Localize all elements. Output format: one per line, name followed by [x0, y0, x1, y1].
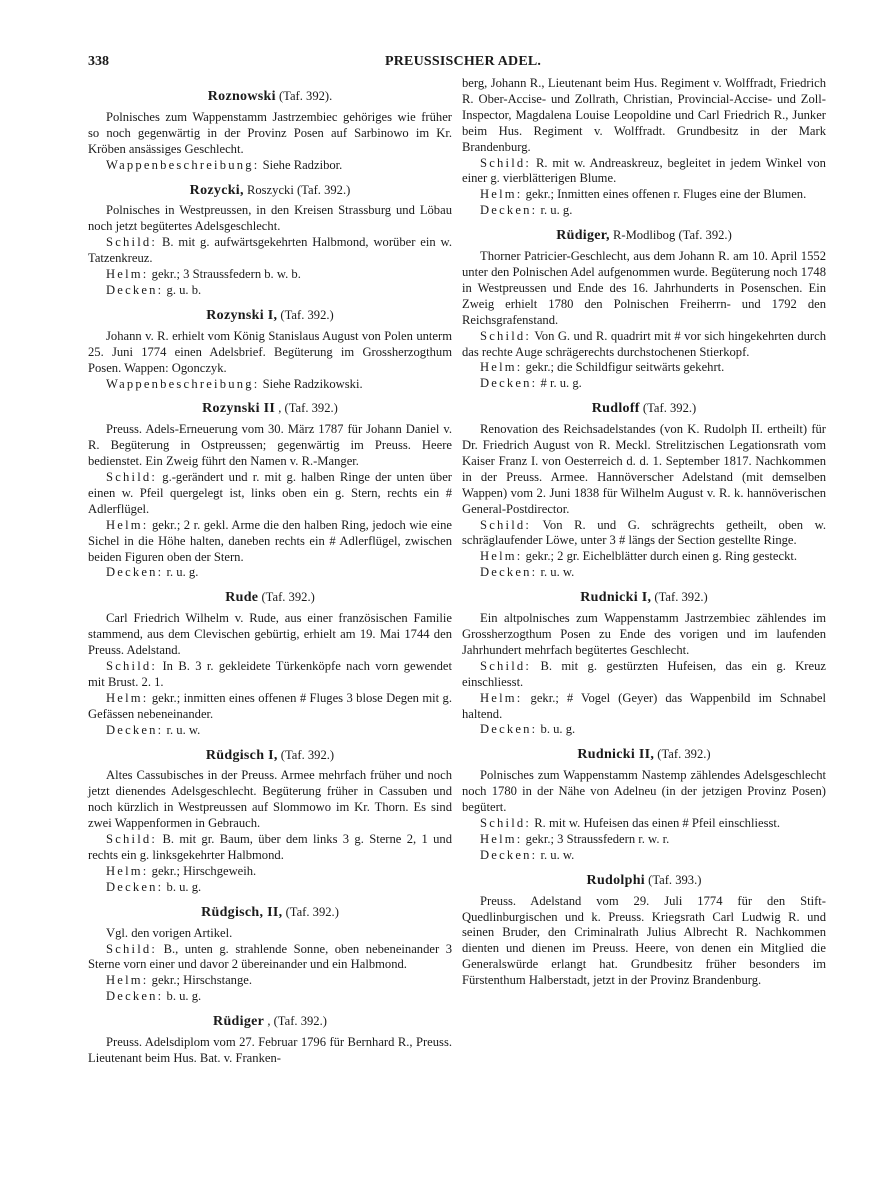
entry-title — [462, 590, 826, 606]
entry — [462, 747, 826, 863]
entry-paragraph — [462, 203, 826, 219]
paragraph-text: gekr.; die Schildfigur seitwärts gekehrt. — [525, 360, 725, 375]
field-label: Helm: — [106, 690, 149, 705]
paragraph-text: gekr.; Hirschstange. — [151, 973, 253, 988]
paragraph-text: g.-gerändert und r. mit g. halben Ringe der unten über einen w. Pfeil quergelegt ist, links oben ein g. Stern, rechts ein # Adlerflügel. — [88, 470, 452, 516]
paragraph-text: Vgl. den vorigen Artikel. — [106, 925, 233, 940]
entry-name: Rudnicki II, — [577, 747, 655, 763]
paragraph-text: gekr.; 3 Straussfedern b. w. b. — [151, 267, 301, 282]
entry-paragraph — [88, 422, 452, 470]
running-title: PREUSSISCHER ADEL. — [385, 54, 542, 69]
entry-paragraph — [88, 283, 452, 299]
entry-paragraph — [88, 723, 452, 739]
plate-reference: (Taf. 392.) — [678, 228, 732, 243]
field-label: Helm: — [106, 267, 149, 282]
field-label: Schild: — [480, 328, 532, 343]
entry-paragraph — [462, 691, 826, 723]
entry-paragraph — [462, 832, 826, 848]
paragraph-text: Johann v. R. erhielt vom König Stanislaus August von Polen unterm 25. Juni 1774 einen Adelsbrief. Begüterung im Grossherzogthum Posen. Wappen: Ogonczyk. — [88, 328, 452, 375]
entry-paragraph — [462, 376, 826, 392]
paragraph-text: gekr.; 2 r. gekl. Arme die den halben Ring, jedoch wie eine Sichel in die Höhe halten, daneben rechts ein # Adlerflügel, zwischen beiden Figuren oben der Stern. — [88, 517, 452, 564]
entry-name: Rüdiger, — [556, 228, 610, 244]
paragraph-text: Ein altpolnisches zum Wappenstamm Jastrzembiec zählendes im Grossherzogthum Posen zu Ende des vorigen und im laufenden Jahrhundert mehrfach begütertes Geschlecht. — [462, 611, 826, 657]
plate-reference: (Taf. 392.) — [657, 747, 711, 762]
paragraph-text: r. u. w. — [540, 565, 575, 580]
paragraph-text: Thorner Patricier-Geschlecht, aus dem Johann R. am 10. April 1552 unter den Polnischen Adel aufgenommen wurde. Begüterung noch 1748 in Westpreussen und Ende des 16. Jahrhunderts in Posenschen. Ein Zweig erhielt 1780 den Polnischen Freiherrn- und 1792 den Reichsgrafenstand. — [462, 249, 826, 327]
paragraph-text: g. u. b. — [166, 282, 202, 297]
entry-alt-name: R-Modlibog — [613, 228, 676, 243]
field-label: Helm: — [480, 831, 523, 846]
field-label: Decken: — [106, 282, 164, 297]
entry-paragraph — [462, 565, 826, 581]
entry-paragraph — [462, 611, 826, 659]
entry-paragraph — [88, 158, 452, 174]
paragraph-text: Von R. und G. schrägrechts getheilt, oben w. schräglaufender Löwe, unter 3 # längs der Section gestellte Ringe. — [462, 517, 827, 548]
field-label: Decken: — [106, 989, 164, 1004]
entry-paragraph — [462, 549, 826, 565]
entry-paragraph — [88, 565, 452, 581]
paragraph-text: gekr.; 3 Straussfedern r. w. r. — [525, 831, 670, 846]
field-label: Helm: — [106, 863, 149, 878]
entry-name: Rozynski I, — [206, 307, 278, 323]
plate-reference: (Taf. 393.) — [648, 872, 702, 887]
field-label: Wappenbeschreibung: — [106, 376, 260, 391]
entry — [88, 905, 452, 1005]
paragraph-text: b. u. g. — [166, 989, 202, 1004]
entry — [462, 873, 826, 989]
entry-paragraph — [88, 329, 452, 377]
entry-name: Rudnicki I, — [580, 590, 652, 606]
entry-name: Rudolphi — [586, 872, 645, 888]
entry-name: Rudloff — [591, 401, 640, 417]
plate-reference: (Taf. 392.) — [642, 401, 697, 416]
entry-paragraph — [88, 989, 452, 1005]
field-label: Decken: — [106, 565, 164, 580]
entry-paragraph — [88, 377, 452, 393]
entry-title — [88, 183, 452, 199]
paragraph-text: r. u. w. — [166, 722, 201, 737]
entry-paragraph — [462, 848, 826, 864]
entry-paragraph — [462, 156, 826, 188]
field-label: Decken: — [480, 722, 538, 737]
entry — [88, 308, 452, 393]
paragraph-text: berg, Johann R., Lieutenant beim Hus. Regiment v. Wolffradt, Friedrich R. Ober-Accise- und Zollrath, Christian, Provincial-Accise- und Zoll-Inspector, Magdalena Louise Leopoldine und Carl Friedrich R., Junker beim Hus. Regiment v. Wolffradt. Grundbesitz in der Mark Brandenburg. — [462, 76, 826, 154]
paragraph-text: Preuss. Adels-Erneuerung vom 30. März 1787 für Johann Daniel v. R. Begüterung in Ostpreussen; gegenwärtig im Preuss. Heere bedienstet. Ein Zweig führt den Namen v. R.-Manger. — [88, 422, 452, 469]
entry-title — [88, 905, 452, 921]
entry-name: Rüdgisch, II, — [201, 904, 283, 920]
field-label: Decken: — [480, 565, 538, 580]
plate-reference: (Taf. 392.) — [261, 590, 315, 605]
paragraph-text: R. mit w. Hufeisen das einen # Pfeil einschliesst. — [534, 815, 781, 830]
paragraph-text: Siehe Radzikowski. — [262, 376, 363, 391]
entry-paragraph — [462, 816, 826, 832]
paragraph-text: Preuss. Adelstand vom 29. Juli 1774 für den Stift-Quedlinburgischen und k. Preuss. Kriegsrath Carl Ludwig R. und seinen Bruder, den Criminalrath Julius Albrecht R. Nachkommen dienten und dienen im Preuss. Heere, von denen ein Mitglied die Generalswürde erlangt hat. Grundbesitz früher besonders im Fürstenthum Halberstadt, jetzt in der Provinz Brandenburg. — [462, 893, 826, 988]
paragraph-text: Polnisches zum Wappenstamm Jastrzembiec gehöriges wie früher so noch gegenwärtig in der Provinz Posen auf Sarbinowo im Kr. Kröben ansässiges Geschlecht. — [88, 109, 452, 156]
plate-reference: , (Taf. 392.) — [267, 1014, 327, 1029]
entry-paragraph — [88, 1035, 452, 1067]
paragraph-text: B. mit g. aufwärtsgekehrten Halbmond, worüber ein w. Tatzenkreuz. — [88, 235, 452, 266]
entry-paragraph — [462, 894, 826, 989]
entry-paragraph — [88, 659, 452, 691]
paragraph-text: Preuss. Adelsdiplom vom 27. Februar 1796 für Bernhard R., Preuss. Lieutenant beim Hus. Bat. v. Franken- — [88, 1035, 452, 1065]
page-number: 338 — [88, 54, 109, 69]
field-label: Schild: — [480, 658, 532, 673]
entry-name: Rüdgisch I, — [205, 747, 278, 763]
entry-paragraph — [462, 722, 826, 738]
entry-paragraph — [88, 926, 452, 942]
entry-paragraph — [462, 249, 826, 329]
entry-paragraph — [462, 518, 826, 550]
field-label: Wappenbeschreibung: — [106, 157, 260, 172]
field-label: Decken: — [106, 879, 164, 894]
entry-paragraph — [88, 267, 452, 283]
entry-paragraph — [462, 659, 826, 691]
entry-title — [88, 89, 452, 105]
field-label: Schild: — [106, 659, 158, 673]
entry-paragraph — [88, 973, 452, 989]
field-label: Helm: — [106, 517, 149, 532]
entry — [462, 590, 826, 738]
plate-reference: (Taf. 392.) — [280, 747, 335, 762]
plate-reference: , (Taf. 392.) — [278, 401, 338, 416]
entry — [88, 1014, 452, 1067]
paragraph-text: Von G. und R. quadrirt mit # vor sich hingekehrten durch das rechte Auge schrägerechts durchstochenen Stierkopf. — [462, 328, 827, 359]
paragraph-text: B. mit gr. Baum, über dem links 3 g. Sterne 2, 1 und rechts ein g. linksgekehrter Halbmond. — [88, 832, 452, 862]
paragraph-text: gekr.; Inmitten eines offenen r. Fluges eine der Blumen. — [525, 187, 807, 202]
entry-title — [88, 748, 452, 764]
field-label: Decken: — [480, 847, 538, 862]
entry — [462, 76, 826, 219]
entry — [88, 590, 452, 738]
paragraph-text: gekr.; inmitten eines offenen # Fluges 3 blose Degen mit g. Gefässen nebeneinander. — [88, 690, 452, 721]
paragraph-text: R. mit w. Andreaskreuz, begleitet in jedem Winkel von einer g. vierblätterigen Blume. — [462, 155, 826, 186]
paragraph-text: Polnisches in Westpreussen, in den Kreisen Strassburg und Löbau noch jetzt begütertes Adelsgeschlecht. — [88, 203, 452, 234]
entry-paragraph — [88, 880, 452, 896]
entry-name: Rüdiger — [213, 1014, 265, 1030]
entry-paragraph — [462, 360, 826, 376]
paragraph-text: r. u. g. — [540, 203, 573, 218]
paragraph-text: b. u. g. — [166, 879, 202, 894]
paragraph-text: gekr.; # Vogel (Geyer) das Wappenbild im Schnabel haltend. — [462, 690, 826, 721]
entry-name: Roznowski — [207, 89, 276, 104]
paragraph-text: Altes Cassubisches in der Preuss. Armee mehrfach früher und noch jetzt dienendes Adelsgeschlecht. Begüterung früher in Cassuben und noch kürzlich in Westpreussen auf Slommowo im Kr. Thorn. Es sind zwei Wappenformen in Gebrauch. — [88, 768, 452, 831]
paragraph-text: gekr.; Hirschgeweih. — [151, 863, 257, 878]
field-label: Schild: — [480, 155, 532, 170]
entry-paragraph — [88, 203, 452, 235]
entry-paragraph — [88, 691, 452, 723]
field-label: Schild: — [106, 941, 158, 956]
entry-name: Rude — [225, 590, 259, 606]
plate-reference: (Taf. 392.) — [280, 307, 334, 322]
plate-reference: (Taf. 392.) — [285, 904, 339, 919]
field-label: Schild: — [106, 470, 158, 485]
field-label: Decken: — [106, 722, 164, 737]
entry-name: Rozycki, — [189, 182, 244, 198]
field-label: Decken: — [480, 203, 538, 218]
entry-paragraph — [88, 235, 452, 267]
paragraph-text: B., unten g. strahlende Sonne, oben nebeneinander 3 Sterne vorn einer und davor 2 übereinander und ein Halbmond. — [88, 941, 452, 972]
paragraph-text: Polnisches zum Wappenstamm Nastemp zählendes Adelsgeschlecht noch 1780 in der Nähe von Adelneu (in der jetzigen Provinz Posen) begütert. — [462, 768, 826, 815]
paragraph-text: r. u. w. — [540, 847, 575, 862]
paragraph-text: B. mit g. gestürzten Hufeisen, das ein g. Kreuz einschliesst. — [462, 658, 826, 689]
entry-paragraph — [462, 768, 826, 816]
entry-paragraph — [88, 518, 452, 566]
entry-paragraph — [462, 187, 826, 203]
entry — [88, 183, 452, 299]
entry — [462, 401, 826, 581]
entry-paragraph — [88, 470, 452, 518]
plate-reference: (Taf. 392.) — [654, 590, 708, 605]
entry-alt-name: Roszycki — [246, 182, 294, 197]
paragraph-text: Renovation des Reichsadelstandes (von K. Rudolph II. ertheilt) für Dr. Friedrich August von R. Meckl. Strelitzischen Legationsrath vom Kaiser Franz I. von Oesterreich d. d. 1. September 1817. Nachkommen in der Preuss. Armee. Hannöverscher Adelstand (mit demselben Wappen) vom 2. Juni 1838 für Wilhelm August v. R. k. hannöverischen General-Postdirector. — [462, 422, 826, 516]
paragraph-text: r. u. g. — [166, 565, 199, 580]
entry-paragraph — [462, 422, 826, 517]
entry-paragraph — [88, 611, 452, 659]
entry — [462, 228, 826, 392]
field-label: Schild: — [480, 815, 532, 830]
paragraph-text: Siehe Radzibor. — [262, 157, 343, 172]
paragraph-text: gekr.; 2 gr. Eichelblätter durch einen g. Ring gesteckt. — [525, 549, 798, 564]
plate-reference: (Taf. 392.) — [296, 182, 351, 197]
entry-paragraph — [88, 864, 452, 880]
paragraph-text: In B. 3 r. gekleidete Türkenköpfe nach vorn gewendet mit Brust. 2. 1. — [88, 659, 453, 689]
entry-title — [462, 228, 826, 244]
entry-title — [462, 401, 826, 417]
field-label: Decken: — [480, 376, 538, 391]
entry-paragraph — [88, 768, 452, 832]
field-label: Schild: — [106, 235, 158, 250]
entry-name: Rozynski II — [202, 401, 276, 417]
field-label: Helm: — [480, 549, 523, 564]
entry — [88, 89, 452, 174]
entry-paragraph — [88, 832, 452, 864]
entry-title — [88, 401, 452, 417]
entry-title — [88, 1014, 452, 1030]
entry-title — [88, 590, 452, 606]
paragraph-text: Carl Friedrich Wilhelm v. Rude, aus einer französischen Familie stammend, aus dem Clevischen gebürtig, erhielt am 19. Mai 1744 den Preuss. Adelstand. — [88, 611, 452, 658]
entry-title — [88, 308, 452, 324]
entry — [88, 748, 452, 896]
entry — [88, 401, 452, 581]
entry-title — [462, 747, 826, 763]
paragraph-text: b. u. g. — [540, 722, 576, 737]
plate-reference: (Taf. 392). — [278, 89, 333, 103]
entry-paragraph — [462, 329, 826, 361]
field-label: Schild: — [106, 832, 158, 847]
paragraph-text: # r. u. g. — [540, 376, 582, 391]
entry-paragraph — [88, 942, 452, 974]
field-label: Helm: — [480, 690, 523, 705]
field-label: Schild: — [480, 517, 532, 532]
entry-title — [462, 873, 826, 889]
left-column — [88, 80, 452, 1067]
entry-paragraph — [462, 76, 826, 156]
field-label: Helm: — [106, 973, 149, 988]
entry-paragraph — [88, 110, 452, 158]
field-label: Helm: — [480, 360, 523, 375]
field-label: Helm: — [480, 187, 523, 202]
right-column — [462, 76, 826, 989]
